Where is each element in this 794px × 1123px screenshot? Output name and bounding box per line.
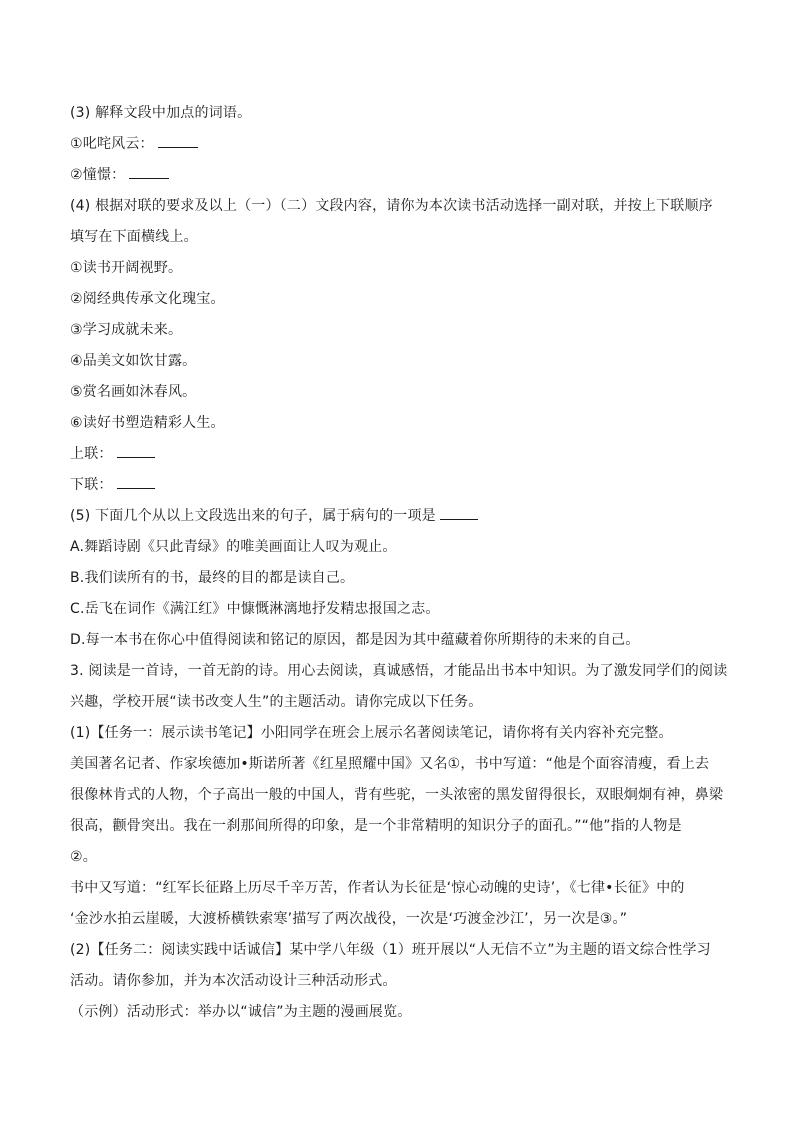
question-4-option-3: ③学习成就未来。 [70, 322, 183, 338]
task-2-example: （示例）活动形式：举办以“诚信”为主题的漫画展览。 [70, 1004, 412, 1020]
question-5-title: (5) 下面几个从以上文段选出来的句子，属于病句的一项是 [70, 501, 730, 532]
task-1-paragraph-1-line-3: 很高，颧骨突出。我在一刹那间所得的印象，是一个非常精明的知识分子的面孔。”“他”指的人物是 [70, 818, 682, 834]
question-4-option-2: ②阅经典传承文化瑰宝。 [70, 291, 225, 307]
task-1-title: (1)【任务一：展示读书笔记】小阳同学在班会上展示名著阅读笔记，请你将有关内容补充完整。 [70, 725, 673, 741]
question-5-option-b: B.我们读所有的书，最终的目的都是读自己。 [70, 570, 355, 586]
answer-blank[interactable] [158, 133, 198, 148]
task-2-line-2: 活动。请你参加，并为本次活动设计三种活动形式。 [70, 973, 397, 989]
question-4-option-4: ④品美文如饮甘露。 [70, 353, 197, 369]
question-5-option-c: C.岳飞在词作《满江红》中慷慨淋漓地抒发精忠报国之志。 [70, 601, 440, 617]
task-1-paragraph-1-line-1: 美国著名记者、作家埃德加•斯诺所著《红星照耀中国》又名①，书中写道：“他是个面容清瘦，看上去 [70, 756, 710, 772]
question-5-option-a: A.舞蹈诗剧《只此青绿》的唯美画面让人叹为观止。 [70, 539, 397, 555]
answer-blank[interactable] [129, 164, 169, 179]
question-4-option-5: ⑤赏名画如沐春风。 [70, 384, 197, 400]
question-3-title: (3) 解释文段中加点的词语。 [70, 105, 252, 121]
question-3-item-1: ①叱咤风云： [70, 129, 730, 160]
task-1-paragraph-2-line-1: 书中又写道：“红军长征路上历尽千辛万苦，作者认为长征是‘惊心动魄的史诗’，《七律•长征》中的 [70, 880, 685, 896]
answer-blank[interactable] [117, 443, 155, 458]
question-4-title-line-1: (4) 根据对联的要求及以上（一）（二）文段内容，请你为本次读书活动选择一副对联，并按上下联顺序 [70, 198, 713, 214]
task-2-line-1: (2)【任务二：阅读实践中话诚信】某中学八年级（1）班开展以“人无信不立”为主题的语文综合性学习 [70, 942, 711, 958]
question-4-option-1: ①读书开阔视野。 [70, 260, 183, 276]
answer-blank[interactable] [440, 505, 478, 520]
task-1-paragraph-2-line-2: ‘金沙水拍云崖暖，大渡桥横铁索寒’描写了两次战役，一次是‘巧渡金沙江’，另一次是③。” [70, 911, 628, 927]
section-3-intro-line-2: 兴趣，学校开展“读书改变人生”的主题活动。请你完成以下任务。 [70, 694, 483, 710]
question-3-item-2: ②憧憬： [70, 160, 730, 191]
document-page [70, 98, 730, 1028]
answer-blank[interactable] [117, 474, 155, 489]
question-4-option-6: ⑥读好书塑造精彩人生。 [70, 415, 225, 431]
task-1-paragraph-1-line-4: ②。 [70, 849, 97, 865]
question-4-upper-couplet: 上联： [70, 439, 730, 470]
question-5-option-d: D.每一本书在你心中值得阅读和铭记的原因，都是因为其中蕴藏着你所期待的未来的自己。 [70, 632, 640, 648]
section-3-intro-line-1: 3. 阅读是一首诗，一首无韵的诗。用心去阅读，真诚感悟，才能品出书本中知识。为了激发同学们的阅读 [70, 663, 728, 679]
task-1-paragraph-1-line-2: 很像林肯式的人物，个子高出一般的中国人，背有些驼，一头浓密的黑发留得很长，双眼炯炯有神，鼻梁 [70, 787, 724, 803]
question-4-title-line-2: 填写在下面横线上。 [70, 229, 198, 245]
question-4-lower-couplet: 下联： [70, 470, 730, 501]
